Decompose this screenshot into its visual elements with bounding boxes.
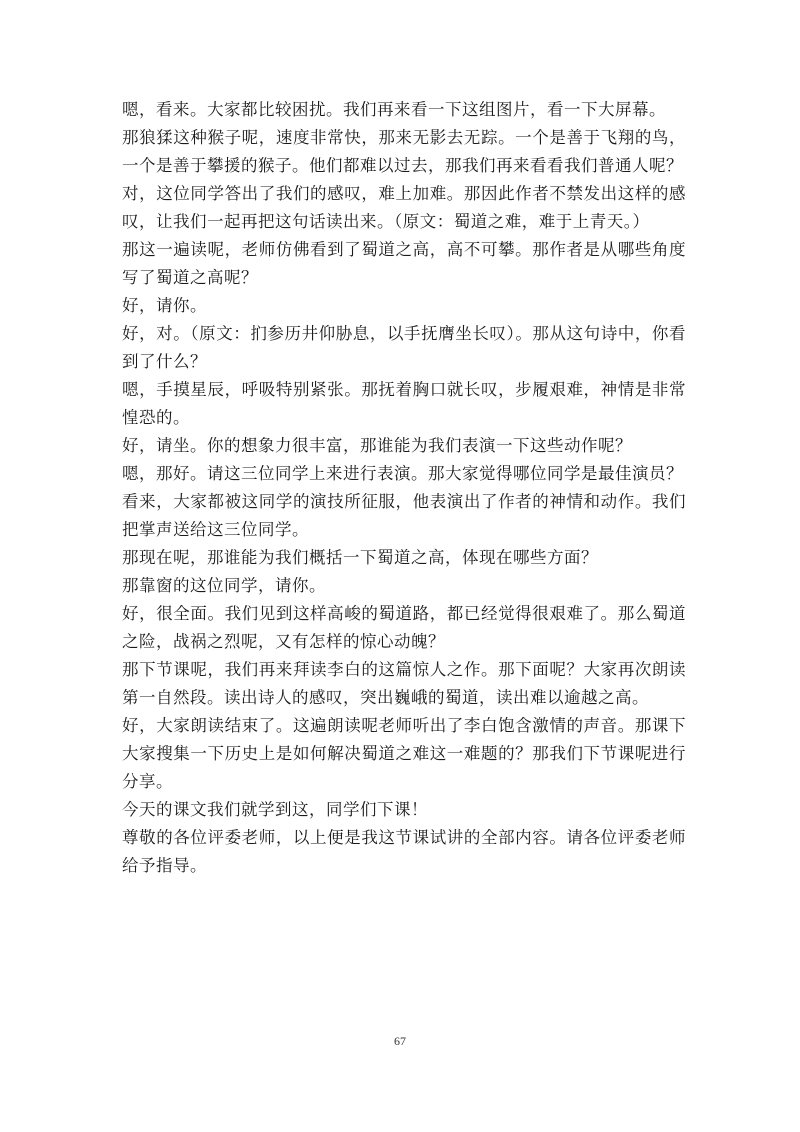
paragraph-3: 对，这位同学答出了我们的感叹，难上加难。那因此作者不禁发出这样的感叹，让我们一起再把这句话读出来。（原文：蜀道之难，难于上青天。） — [122, 184, 686, 231]
paragraph-2: 那狼猱这种猴子呢，速度非常快，那来无影去无踪。一个是善于飞翔的鸟，一个是善于攀援的猴子。他们都难以过去，那我们再来看看我们普通人呢？ — [122, 128, 686, 175]
paragraph-6: 好，对。（原文：扪参历井仰胁息，以手抚膺坐长叹）。那从这句诗中，你看到了什么？ — [122, 324, 686, 371]
paragraph-15: 好，大家朗读结束了。这遍朗读呢老师听出了李白饱含激情的声音。那课下大家搜集一下历史上是如何解决蜀道之难这一难题的？那我们下节课呢进行分享。 — [122, 716, 686, 791]
paragraph-4: 那这一遍读呢，老师仿佛看到了蜀道之高，高不可攀。那作者是从哪些角度写了蜀道之高呢？ — [122, 240, 686, 287]
paragraph-1: 嗯，看来。大家都比较困扰。我们再来看一下这组图片，看一下大屏幕。 — [122, 100, 666, 119]
paragraph-14: 那下节课呢，我们再来拜读李白的这篇惊人之作。那下面呢？大家再次朗读第一自然段。读出诗人的感叹，突出巍峨的蜀道，读出难以逾越之高。 — [122, 660, 686, 707]
paragraph-12: 那靠窗的这位同学，请你。 — [122, 576, 326, 595]
paragraph-13: 好，很全面。我们见到这样高峻的蜀道路，都已经觉得很艰难了。那么蜀道之险，战祸之烈呢，又有怎样的惊心动魄？ — [122, 604, 686, 651]
paragraph-11: 那现在呢，那谁能为我们概括一下蜀道之高，体现在哪些方面？ — [122, 548, 598, 567]
document-body — [122, 96, 686, 880]
paragraph-10: 看来，大家都被这同学的演技所征服，他表演出了作者的神情和动作。我们把掌声送给这三位同学。 — [122, 492, 686, 539]
paragraph-8: 好，请坐。你的想象力很丰富，那谁能为我们表演一下这些动作呢？ — [122, 436, 632, 455]
paragraph-5: 好，请你。 — [122, 296, 207, 315]
paragraph-17: 尊敬的各位评委老师，以上便是我这节课试讲的全部内容。请各位评委老师给予指导。 — [122, 828, 686, 875]
page-number: 67 — [394, 1034, 406, 1048]
paragraph-9: 嗯，那好。请这三位同学上来进行表演。那大家觉得哪位同学是最佳演员？ — [122, 464, 683, 483]
paragraph-7: 嗯，手摸星辰，呼吸特别紧张。那抚着胸口就长叹，步履艰难，神情是非常惶恐的。 — [122, 380, 686, 427]
paragraph-16: 今天的课文我们就学到这，同学们下课！ — [122, 800, 428, 819]
